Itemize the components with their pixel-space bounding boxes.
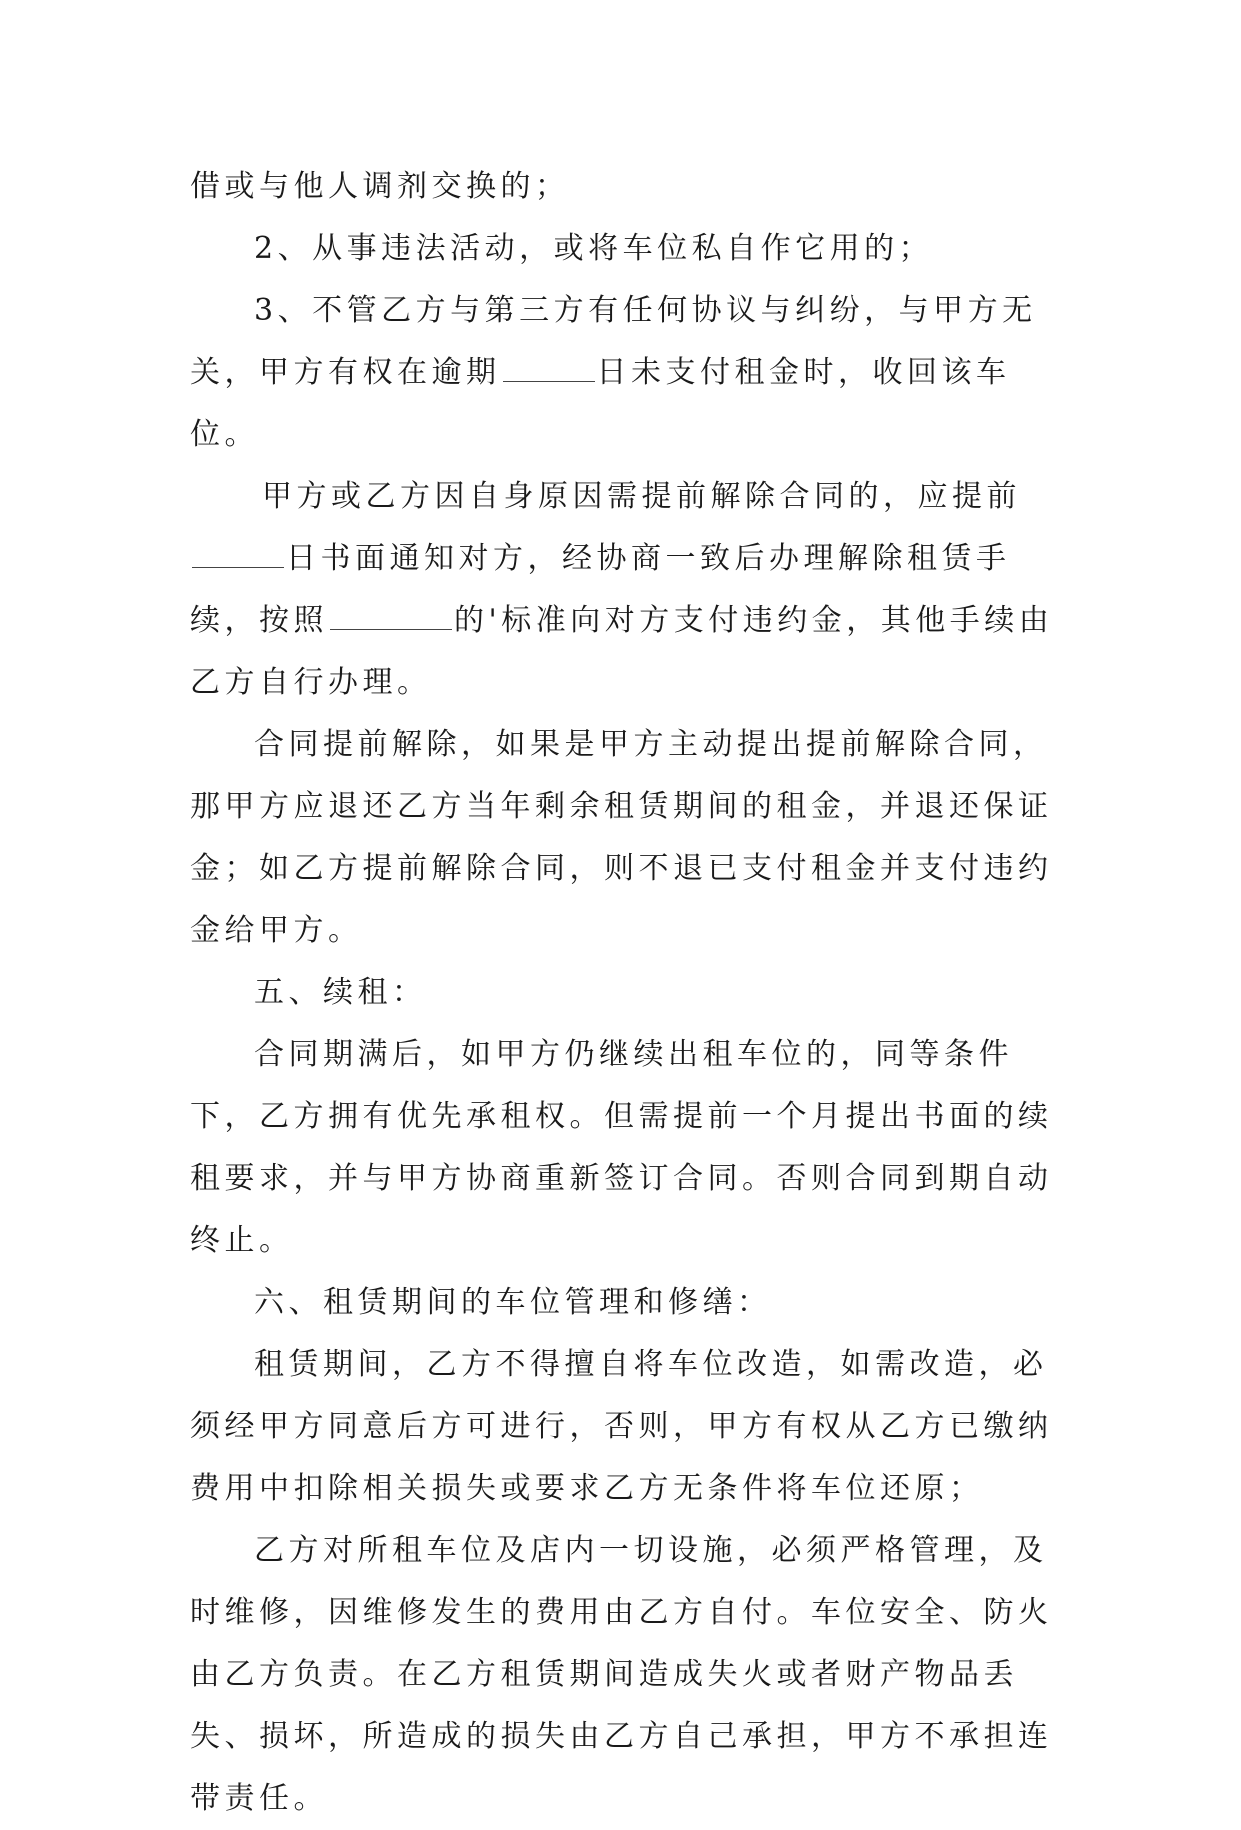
fill-in-blank	[330, 603, 452, 630]
paragraph-renewal: 合同期满后，如甲方仍继续出租车位的，同等条件下，乙方拥有优先承租权。但需提前一个月提出书面的续租要求，并与甲方协商重新签订合同。否则合同到期自动终止。	[190, 1037, 1053, 1258]
paragraph-continuation: 借或与他人调剂交换的；	[190, 169, 570, 204]
fill-in-blank	[192, 541, 284, 568]
fill-in-blank	[503, 355, 595, 382]
paragraph-item-2: 2、从事违法活动，或将车位私自作它用的；	[254, 231, 934, 266]
paragraph-maintenance: 乙方对所租车位及店内一切设施，必须严格管理，及时维修，因维修发生的费用由乙方自付。车位安全、防火由乙方负责。在乙方租赁期间造成失火或者财产物品丢失、损坏，所造成的损失由乙方自己承担，甲方不承担连带责任。	[190, 1533, 1053, 1816]
paragraph-item-3: 3、不管乙方与第三方有任何协议与纠纷，与甲方无关，甲方有权在逾期 日未支付租金时，收回该车位。	[190, 293, 1037, 452]
paragraph-early-termination: 甲方或乙方因自身原因需提前解除合同的，应提前日书面通知对方，经协商一致后办理解除租赁手续，按照 的'标准向对方支付违约金，其他手续由乙方自行办理。	[190, 479, 1054, 700]
paragraph-refund: 合同提前解除，如果是甲方主动提出提前解除合同，那甲方应退还乙方当年剩余租赁期间的租金，并退还保证金；如乙方提前解除合同，则不退已支付租金并支付违约金给甲方。	[190, 727, 1053, 948]
document-body	[190, 156, 1070, 1830]
section-heading-management: 六、租赁期间的车位管理和修缮：	[254, 1285, 772, 1320]
section-heading-renewal: 五、续租：	[254, 975, 427, 1010]
paragraph-modification: 租赁期间，乙方不得擅自将车位改造，如需改造，必须经甲方同意后方可进行，否则，甲方有权从乙方已缴纳费用中扣除相关损失或要求乙方无条件将车位还原；	[190, 1347, 1053, 1506]
